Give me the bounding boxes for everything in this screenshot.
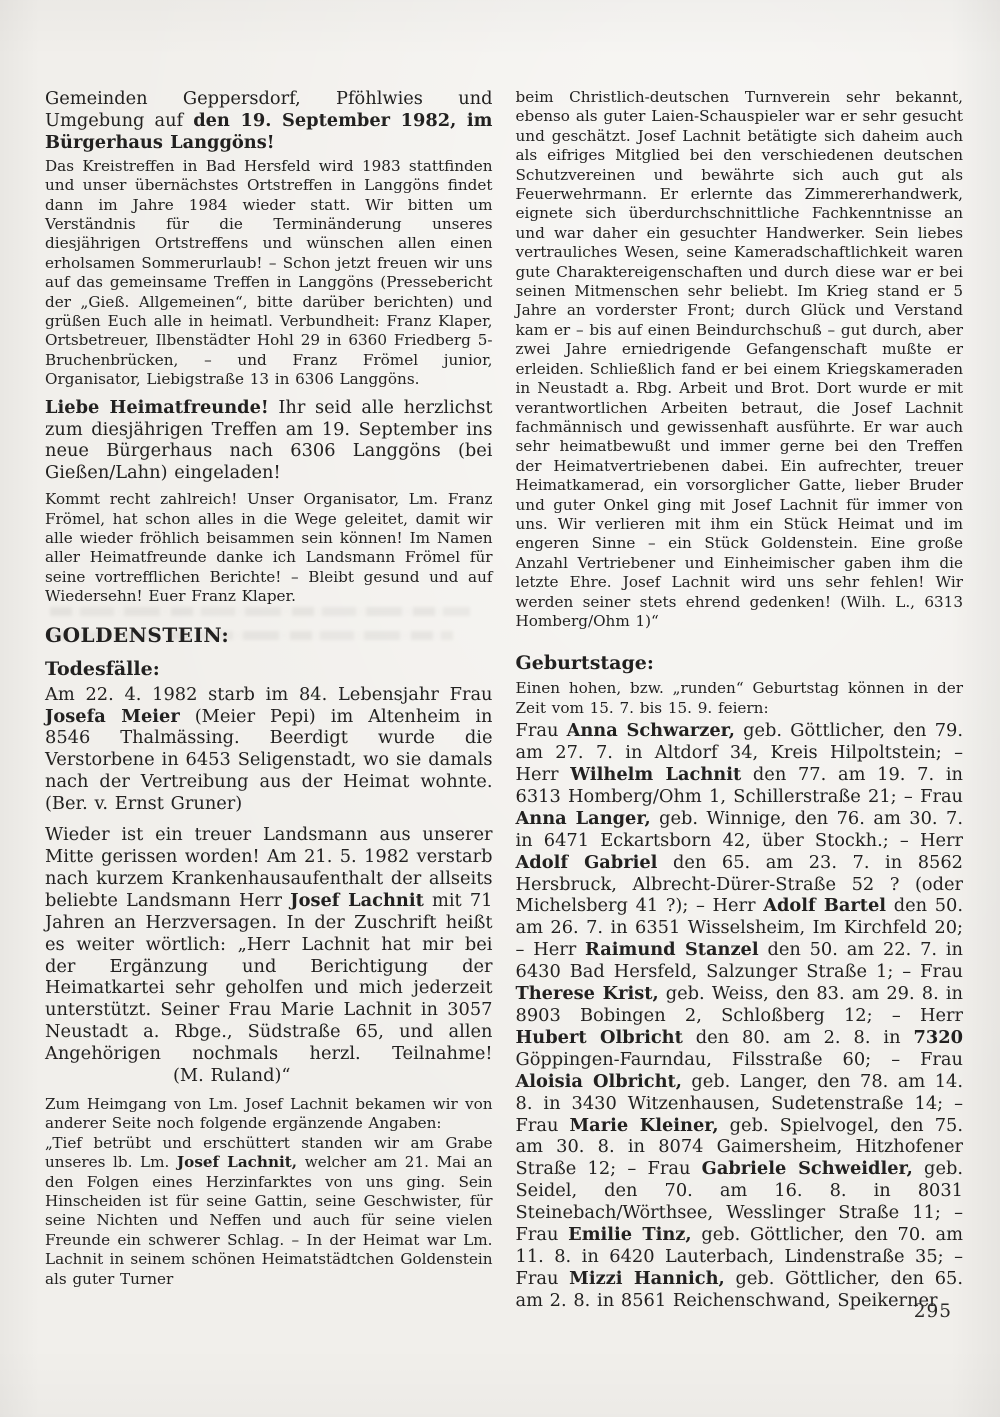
- todesfaelle-subheading: Todesfälle:: [45, 657, 160, 680]
- lachnit-obituary-continuation-paragraph: [516, 88, 964, 631]
- bold-text-run: Gabriele Schweidler,: [701, 1158, 913, 1180]
- text-run: Zum Heimgang von Lm. Josef Lachnit bekamen wir von anderer Seite noch folgende ergänzende Angaben:: [45, 1094, 493, 1133]
- text-run: den 77. am 19. 7. in 6313 Homberg/Ohm 1, Schillerstraße 21; – Frau: [515, 764, 963, 807]
- zum-heimgang-paragraph: [45, 1095, 493, 1134]
- bold-text-run: Josef Lachnit: [290, 889, 424, 911]
- geburtstage-subheading: Geburtstage:: [515, 652, 654, 675]
- text-run: Ihr seid alle herzlichst zum diesjährigen Treffen am 19. September ins neue Bürgerhaus nach 6306 Langgöns (bei Gießen/Lahn) eingeladen!: [45, 396, 493, 484]
- text-run: den 65. am 23. 7. in 8562 Hersbruck, Albrecht-Dürer-Straße 52 ? (oder Michelsberg 41 ?); – Herr: [515, 851, 963, 917]
- text-run: geb. Göttlicher, den 79. am 27. 7. in Altdorf 34, Kreis Hilpoltstein; – Herr: [515, 720, 963, 785]
- bold-text-run: den 19. September 1982, im Bürgerhaus Langgöns!: [45, 109, 493, 153]
- bold-text-run: Josefa Meier: [45, 705, 180, 727]
- text-run: geb. Winnige, den 76. am 30. 7. in 6471 Eckartsborn 42, über Stockh.; – Herr: [515, 807, 963, 851]
- text-run: Göppingen-Faurndau, Filsstraße 60; – Frau: [515, 1048, 963, 1070]
- bold-text-run: Raimund Stanzel: [585, 939, 759, 961]
- josef-lachnit-obituary-paragraph: [45, 824, 493, 1087]
- geburtstage-intro-paragraph: [516, 679, 964, 718]
- bold-text-run: 7320: [913, 1026, 963, 1048]
- text-run: den 50. am 26. 7. in 6351 Wisselsheim, Im Kirchfeld 20; – Herr: [515, 895, 964, 961]
- bold-text-run: Emilie Tinz,: [568, 1224, 692, 1246]
- left-column: [45, 88, 493, 1320]
- text-run: Am 22. 4. 1982 starb im 84. Lebensjahr Frau: [45, 683, 493, 705]
- text-run: beim Christlich-deutschen Turnverein sehr bekannt, ebenso als guter Laien-Schauspieler war er sehr gesucht und geschätzt. Josef Lachnit betätigte sich daheim auch als eifriges Mitglied bei den verschiedenen deutschen Schutzvereinen und bewährte sich auch gut als Feuerwehrmann. Er erlernte das Zimmererhandwerk, eignete sich überdurchschnittliche Fachkenntnisse an und war daher ein gesuchter Handwerker. Sein liebes vertrauliches Wesen, seine Kameradschaftlichkeit waren gute Charaktereigenschaften und durch diese war er bei seinen Mitmenschen sehr beliebt. Im Krieg stand er 5 Jahre an vorderster Front; durch Glück und Verstand kam er – bis auf einen Beindurchschuß – gut durch, aber zwei Jahre erniedrigende Gefangenschaft mußte er erleiden. Schließlich fand er bei einem Kriegskameraden in Neustadt a. Rbg. Arbeit und Brot. Dort wurde er mit verantwortlichen Arbeiten betraut, die Josef Lachnit fachmännisch und gewissenhaft ausführte. Er war auch sehr heimatbewußt und immer gerne bei den Treffen der Heimatvertriebenen dabei. Ein aufrechter, treuer Heimatkamerad, ein vorsorglicher Gatte, lieber Bruder und guter Onkel ging mit Josef Lachnit für immer von uns. Wir verlieren mit ihm ein Stück Heimat und im engeren Sinne – ein Stück Goldenstein. Eine große Anzahl Vertriebener und Einheimischer gaben ihm die letzte Ehre. Josef Lachnit wird uns sehr fehlen! Wir werden seiner stets ehrend gedenken! (Wilh. L., 6313 Homberg/Ohm 1)“: [515, 88, 963, 630]
- bold-text-run: Hubert Olbricht: [515, 1026, 683, 1048]
- bold-text-run: Therese Krist,: [515, 983, 659, 1005]
- text-run: geb. Langer, den 78. am 14. 8. in 3430 Witzenhausen, Sudetenstraße 14; – Frau: [515, 1070, 963, 1136]
- text-run: „Tief betrübt und erschüttert standen wir am Grabe unseres lb. Lm.: [45, 1133, 493, 1172]
- text-run: geb. Spielvogel, den 75. am 30. 8. in 8074 Gaimersheim, Hitzhofener Straße 12; – Frau: [515, 1114, 963, 1180]
- text-run: welcher am 21. Mai an den Folgen eines Herzinfarktes von uns ging. Sein Hinscheiden ist für seine Gattin, seine Geschwister, für seine Nichten und Neffen und auch für seine vielen Freunde ein schwerer Schlag. – In der Heimat war Lm. Lachnit in seinem schönen Heimatstädtchen Goldenstein als guter Turner: [45, 1153, 493, 1288]
- text-run: den 50. am 22. 7. in 6430 Bad Hersfeld, Salzunger Straße 1; – Frau: [515, 939, 963, 983]
- text-run: Frau: [515, 720, 567, 742]
- bold-text-run: Marie Kleiner,: [569, 1114, 719, 1136]
- text-run: geb. Göttlicher, den 70. am 11. 8. in 6420 Lauterbach, Lindenstraße 35; – Frau: [515, 1224, 964, 1289]
- text-run: (M. Ruland)“: [173, 1065, 291, 1087]
- kreistreffen-paragraph: [45, 157, 493, 390]
- text-run: Wieder ist ein treuer Landsmann aus unserer Mitte gerissen worden! Am 21. 5. 1982 verstarb nach kurzem Krankenhausaufenthalt der allseits beliebte Landsmann Herr: [45, 824, 493, 911]
- text-run: geb. Seidel, den 70. am 16. 8. in 8031 Steinebach/Wörthsee, Wesslinger Straße 11; – Frau: [515, 1158, 964, 1246]
- bold-text-run: Aloisia Olbricht,: [515, 1070, 682, 1092]
- goldenstein-heading: GOLDENSTEIN:: [45, 622, 230, 647]
- text-run: Einen hohen, bzw. „runden“ Geburtstag können in der Zeit vom 15. 7. bis 15. 9. feiern:: [515, 679, 963, 717]
- tief-betruebt-paragraph: [45, 1134, 493, 1289]
- text-run: Das Kreistreffen in Bad Hersfeld wird 1983 stattfinden und unser übernächstes Ortstreffen in Langgöns findet dann im Jahre 1984 wieder statt. Wir bitten um Verständnis für die Terminänderung unseres diesjährigen Ortstreffens und wünschen allen einen erholsamen Sommerurlaub! – Schon jetzt freuen wir uns auf das gemeinsame Treffen in Langgöns (Pressebericht der „Gieß. Allgemeinen“, bitte darüber berichten) und grüßen Euch alle in heimatl. Verbundheit: Franz Klaper, Ortsbetreuer, Ilbenstädter Hohl 29 in 6360 Friedberg 5-Bruchenbrücken, – und Franz Frömel junior, Organisator, Liebigstraße 13 in 6306 Langgöns.: [45, 156, 493, 389]
- bold-text-run: Adolf Gabriel: [515, 851, 658, 873]
- text-run: Kommt recht zahlreich! Unser Organisator, Lm. Franz Frömel, hat schon alles in die Wege geleitet, damit wir alle wieder fröhlich beisammen sein können! Im Namen aller Heimatfreunde danke ich Landsmann Frömel für seine vortrefflichen Berichte! – Bleibt gesund und auf Wiedersehn! Euer Franz Klaper.: [45, 490, 493, 606]
- text-run: (Meier Pepi) im Altenheim in 8546 Thalmässing. Beerdigt wurde die Verstorbene in 6453 Seligenstadt, wo sie damals nach der Vertreibung aus der Heimat wohnte. (Ber. v. Ernst Gruner): [45, 705, 493, 815]
- text-run: mit 71 Jahren an Herzversagen. In der Zuschrift heißt es weiter wörtlich: „Herr Lachnit hat mir bei der Ergänzung und Berichtigung der Heimatkartei sehr geholfen und mich jederzeit unterstützt. Seiner Frau Marie Lachnit in 3057 Neustadt a. Rbge., Südstraße 65, und allen Angehörigen nochmals herzl. Teilnahme!: [45, 889, 493, 1065]
- geburtstage-list-paragraph: [516, 720, 964, 1311]
- bold-text-run: Liebe Heimatfreunde!: [45, 396, 269, 418]
- bold-text-run: Anna Langer,: [515, 807, 651, 829]
- bold-text-run: Anna Schwarzer,: [566, 720, 735, 742]
- liebe-heimatfreunde-paragraph: [45, 397, 493, 485]
- bold-text-run: Mizzi Hannich,: [569, 1267, 725, 1289]
- josefa-meier-obituary-paragraph: [45, 684, 493, 815]
- bold-text-run: Adolf Bartel: [763, 895, 887, 917]
- right-column: [516, 88, 964, 1320]
- bold-text-run: Josef Lachnit,: [177, 1153, 298, 1172]
- page-number: 295: [913, 1301, 952, 1322]
- text-run: geb. Göttlicher, den 65. am 2. 8. in 8561 Reichenschwand, Speikerner: [515, 1267, 963, 1311]
- two-column-layout: [45, 88, 963, 1320]
- text-run: geb. Weiss, den 83. am 29. 8. in 8903 Bobingen 2, Schloßberg 12; – Herr: [515, 983, 963, 1026]
- text-run: Gemeinden Geppersdorf, Pföhlwies und Umgebung auf: [45, 88, 493, 131]
- kommt-zahlreich-paragraph: [45, 490, 493, 606]
- continuation-heading-paragraph: [45, 88, 493, 154]
- text-run: den 80. am 2. 8. in: [682, 1026, 914, 1048]
- bold-text-run: Wilhelm Lachnit: [570, 764, 742, 785]
